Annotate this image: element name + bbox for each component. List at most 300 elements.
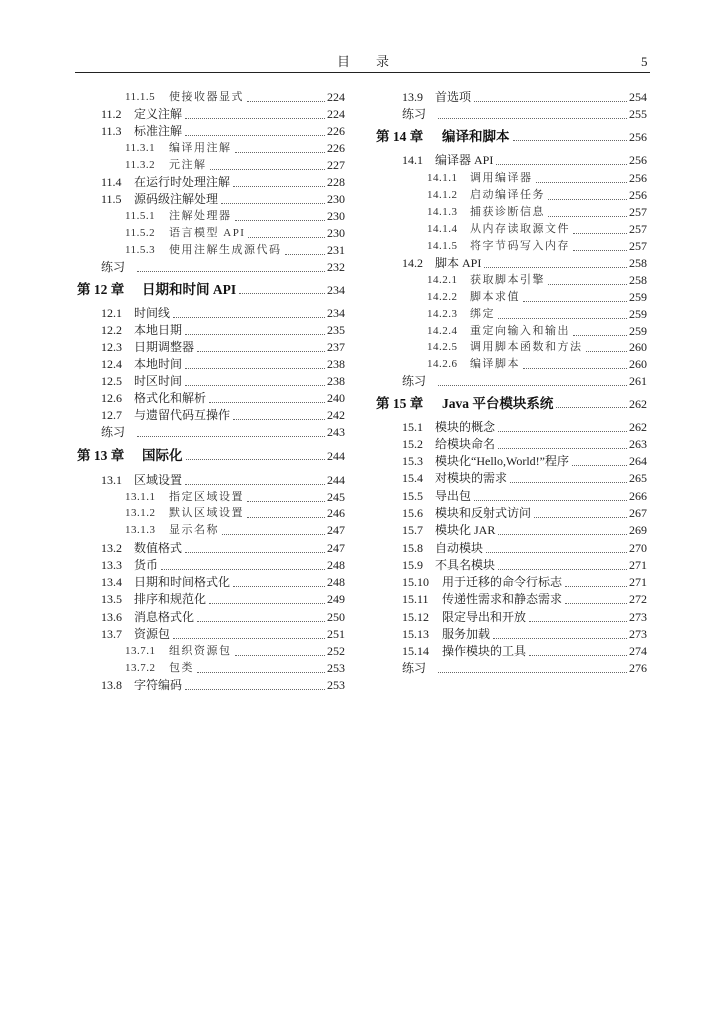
entry-page: 238 (327, 357, 345, 371)
toc-entry (77, 322, 345, 339)
dot-leader (222, 533, 325, 535)
entry-page: 273 (629, 610, 647, 624)
dot-leader (209, 602, 325, 604)
toc-exercises (376, 660, 647, 677)
entry-page: 230 (327, 209, 345, 223)
entry-title: 脚本 API (435, 256, 482, 270)
dot-leader (185, 134, 325, 136)
entry-number: 14.2 (402, 256, 423, 270)
entry-page: 274 (629, 644, 647, 658)
entry-title: 默认区域设置 (169, 507, 244, 519)
entry-title: 操作模块的工具 (442, 644, 527, 658)
entry-page: 224 (327, 90, 345, 104)
entry-title: 服务加载 (442, 627, 491, 641)
entry-number: 13.6 (101, 610, 122, 624)
dot-leader (209, 401, 325, 403)
dot-leader (496, 163, 627, 165)
entry-number: 14.2.4 (427, 325, 458, 337)
dot-leader (185, 483, 325, 485)
entry-page: 251 (327, 627, 345, 641)
entry-number: 11.5.3 (125, 244, 156, 256)
entry-number: 13.7.1 (125, 645, 156, 657)
dot-leader (161, 568, 325, 570)
chapter-number: 第 13 章 (77, 448, 125, 463)
toc-entry (77, 677, 345, 694)
dot-leader (233, 418, 325, 420)
dot-leader (185, 367, 325, 369)
entry-page: 276 (629, 661, 647, 675)
dot-leader (235, 654, 326, 656)
dot-leader (173, 316, 325, 318)
entry-page: 237 (327, 340, 345, 354)
entry-number: 13.4 (101, 575, 122, 589)
entry-page: 244 (327, 473, 345, 487)
entry-title: 首选项 (435, 90, 472, 104)
toc-entry (376, 574, 647, 591)
dot-leader (548, 198, 627, 200)
dot-leader (572, 464, 627, 466)
toc-entry (376, 591, 647, 608)
entry-page: 256 (629, 130, 647, 144)
entry-page: 238 (327, 374, 345, 388)
toc-entry (77, 626, 345, 643)
entry-title: 显示名称 (169, 524, 219, 536)
toc-entry (376, 488, 647, 505)
entry-title: 不具名模块 (435, 558, 496, 572)
entry-number: 15.9 (402, 558, 423, 572)
toc-entry (77, 574, 345, 591)
entry-page: 231 (327, 243, 345, 257)
toc-entry (376, 540, 647, 557)
entry-number: 14.2.3 (427, 308, 458, 320)
dot-leader (498, 533, 627, 535)
toc-entry (77, 540, 345, 557)
entry-page: 250 (327, 610, 345, 624)
dot-leader (221, 202, 325, 204)
entry-title: 定义注解 (134, 107, 183, 121)
chapter-number: 第 12 章 (77, 282, 125, 297)
entry-number: 11.4 (101, 175, 122, 189)
entry-number: 15.1 (402, 420, 423, 434)
dot-leader (285, 253, 326, 255)
entry-title: 用于迁移的命令行标志 (442, 575, 563, 589)
entry-title: 字符编码 (134, 678, 183, 692)
entry-page: 243 (327, 425, 345, 439)
toc-entry (77, 242, 345, 259)
entry-title: 将字节码写入内存 (470, 240, 570, 252)
entry-number: 13.1.2 (125, 507, 156, 519)
entry-title: 标准注解 (134, 124, 183, 138)
toc-entry (77, 174, 345, 191)
dot-leader (173, 637, 325, 639)
dot-leader (185, 384, 325, 386)
entry-number: 14.1.5 (427, 240, 458, 252)
entry-title: 区域设置 (134, 473, 183, 487)
toc-entry (77, 89, 345, 106)
entry-page: 235 (327, 323, 345, 337)
dot-leader (529, 654, 627, 656)
entry-number: 12.2 (101, 323, 122, 337)
entry-title: 给模块命名 (435, 437, 496, 451)
toc-entry (77, 106, 345, 123)
toc-entry (77, 123, 345, 140)
toc-entry (376, 255, 647, 272)
dot-leader (548, 283, 627, 285)
dot-leader (484, 266, 627, 268)
entry-number: 15.10 (402, 575, 429, 589)
toc-entry (77, 191, 345, 208)
toc-entry (376, 221, 647, 238)
entry-number: 13.9 (402, 90, 423, 104)
entry-title: 练习 (101, 260, 126, 274)
dot-leader (510, 481, 627, 483)
entry-number: 12.5 (101, 374, 122, 388)
dot-leader (513, 139, 628, 141)
entry-page: 252 (327, 644, 345, 658)
dot-leader (197, 350, 325, 352)
dot-leader (233, 185, 325, 187)
dot-leader (235, 219, 326, 221)
entry-number: 11.3 (101, 124, 122, 138)
entry-number: 13.1.1 (125, 491, 156, 503)
dot-leader (556, 406, 627, 408)
entry-number: 12.7 (101, 408, 122, 422)
entry-title: 传递性需求和静态需求 (442, 592, 563, 606)
toc-entry (77, 225, 345, 242)
entry-title: 语言模型 API (169, 227, 246, 239)
entry-title: 日期调整器 (134, 340, 195, 354)
entry-page: 254 (629, 90, 647, 104)
entry-page: 270 (629, 541, 647, 555)
entry-number: 13.7 (101, 627, 122, 641)
entry-title: 练习 (101, 425, 126, 439)
entry-number: 15.12 (402, 610, 429, 624)
entry-page: 257 (629, 239, 647, 253)
toc-entry (376, 187, 647, 204)
entry-number: 13.5 (101, 592, 122, 606)
chapter-title: Java 平台模块系统 (442, 396, 554, 411)
entry-title: 注解处理器 (169, 210, 232, 222)
entry-number: 15.3 (402, 454, 423, 468)
toc-entry (376, 453, 647, 470)
entry-page: 227 (327, 158, 345, 172)
entry-page: 247 (327, 541, 345, 555)
dot-leader (137, 270, 325, 272)
entry-title: 时区时间 (134, 374, 183, 388)
toc-entry (376, 306, 647, 323)
dot-leader (247, 516, 325, 518)
entry-number: 15.6 (402, 506, 423, 520)
entry-title: 模块化 JAR (435, 523, 496, 537)
toc-exercises (376, 373, 647, 390)
chapter-number: 第 15 章 (376, 396, 424, 411)
entry-title: 包类 (169, 662, 194, 674)
entry-number: 13.2 (101, 541, 122, 555)
entry-title: 资源包 (134, 627, 171, 641)
dot-leader (474, 100, 627, 102)
entry-page: 246 (327, 506, 345, 520)
entry-title: 重定向输入和输出 (470, 325, 570, 337)
entry-number: 14.2.2 (427, 291, 458, 303)
entry-title: 从内存读取源文件 (470, 223, 570, 235)
entry-page: 259 (629, 307, 647, 321)
toc-entry (77, 591, 345, 608)
entry-number: 13.1 (101, 473, 122, 487)
entry-page: 224 (327, 107, 345, 121)
toc-entry (77, 305, 345, 322)
entry-page: 240 (327, 391, 345, 405)
entry-page: 271 (629, 575, 647, 589)
dot-leader (536, 181, 628, 183)
entry-title: 日期和时间格式化 (134, 575, 231, 589)
dot-leader (248, 236, 325, 238)
entry-title: 启动编译任务 (470, 189, 545, 201)
entry-number: 15.2 (402, 437, 423, 451)
toc-entry (77, 660, 345, 677)
entry-page: 257 (629, 222, 647, 236)
toc-entry (77, 157, 345, 174)
entry-title: 模块和反射式访问 (435, 506, 532, 520)
entry-page: 248 (327, 575, 345, 589)
entry-page: 247 (327, 523, 345, 537)
toc-entry (77, 472, 345, 489)
entry-page: 256 (629, 153, 647, 167)
entry-number: 13.1.3 (125, 524, 156, 536)
dot-leader (498, 430, 627, 432)
entry-number: 15.13 (402, 627, 429, 641)
entry-title: 元注解 (169, 159, 207, 171)
dot-leader (565, 585, 627, 587)
entry-title: 使接收器显式 (169, 91, 244, 103)
entry-title: 在运行时处理注解 (134, 175, 231, 189)
entry-page: 264 (629, 454, 647, 468)
entry-number: 11.5 (101, 192, 122, 206)
entry-title: 模块的概念 (435, 420, 496, 434)
dot-leader (210, 168, 326, 170)
entry-title: 练习 (402, 661, 427, 675)
toc-entry (376, 152, 647, 169)
toc-left-column (77, 0, 345, 1016)
entry-number: 12.1 (101, 306, 122, 320)
entry-page: 230 (327, 192, 345, 206)
toc-entry (376, 505, 647, 522)
dot-leader (529, 620, 627, 622)
toc-entry (376, 609, 647, 626)
entry-title: 自动模块 (435, 541, 484, 555)
dot-leader (247, 500, 325, 502)
toc-entry (77, 489, 345, 506)
entry-number: 15.7 (402, 523, 423, 537)
entry-title: 编译器 API (435, 153, 494, 167)
entry-page: 271 (629, 558, 647, 572)
toc-chapter-heading (77, 446, 345, 466)
toc-entry (77, 522, 345, 539)
toc-entry (376, 643, 647, 660)
entry-page: 259 (629, 324, 647, 338)
page-header-title: 目录 (337, 54, 416, 69)
dot-leader (438, 671, 627, 673)
entry-page: 273 (629, 627, 647, 641)
entry-title: 获取脚本引擎 (470, 274, 545, 286)
toc-entry (376, 339, 647, 356)
toc-entry (376, 289, 647, 306)
chapter-title: 日期和时间 API (142, 282, 237, 297)
entry-number: 11.3.1 (125, 142, 156, 154)
dot-leader (534, 516, 627, 518)
entry-page: 228 (327, 175, 345, 189)
toc-chapter-heading (376, 394, 647, 414)
entry-page: 244 (327, 449, 345, 463)
toc-entry (376, 89, 647, 106)
toc-chapter-heading (77, 280, 345, 300)
entry-title: 时间线 (134, 306, 171, 320)
dot-leader (474, 499, 627, 501)
dot-leader (565, 602, 627, 604)
toc-exercises (77, 424, 345, 441)
dot-leader (197, 671, 325, 673)
entry-title: 对模块的需求 (435, 471, 508, 485)
entry-number: 14.1.4 (427, 223, 458, 235)
toc-entry (77, 390, 345, 407)
dot-leader (185, 688, 325, 690)
entry-page: 260 (629, 340, 647, 354)
entry-title: 绑定 (470, 308, 495, 320)
entry-page: 256 (629, 171, 647, 185)
entry-title: 数值格式 (134, 541, 183, 555)
entry-number: 14.1 (402, 153, 423, 167)
entry-title: 使用注解生成源代码 (169, 244, 282, 256)
entry-page: 259 (629, 290, 647, 304)
entry-page: 272 (629, 592, 647, 606)
dot-leader (523, 300, 627, 302)
toc-entry (376, 204, 647, 221)
toc-entry (376, 238, 647, 255)
entry-page: 257 (629, 205, 647, 219)
entry-title: 导出包 (435, 489, 472, 503)
dot-leader (235, 151, 326, 153)
entry-title: 消息格式化 (134, 610, 195, 624)
entry-title: 本地时间 (134, 357, 183, 371)
dot-leader (573, 334, 627, 336)
entry-number: 14.1.3 (427, 206, 458, 218)
dot-leader (185, 333, 325, 335)
entry-title: 货币 (134, 558, 159, 572)
toc-exercises (376, 106, 647, 123)
entry-number: 11.1.5 (125, 91, 156, 103)
entry-page: 245 (327, 490, 345, 504)
toc-right-column (376, 0, 647, 1016)
entry-title: 调用编译器 (470, 172, 533, 184)
entry-title: 练习 (402, 107, 427, 121)
toc-entry (77, 356, 345, 373)
entry-number: 13.7.2 (125, 662, 156, 674)
dot-leader (498, 317, 627, 319)
entry-number: 15.8 (402, 541, 423, 555)
entry-title: 组织资源包 (169, 645, 232, 657)
dot-leader (573, 232, 627, 234)
entry-page: 234 (327, 306, 345, 320)
toc-entry (376, 522, 647, 539)
entry-title: 捕获诊断信息 (470, 206, 545, 218)
dot-leader (137, 435, 325, 437)
dot-leader (573, 249, 627, 251)
entry-number: 15.5 (402, 489, 423, 503)
toc-entry (376, 356, 647, 373)
entry-page: 258 (629, 273, 647, 287)
entry-page: 253 (327, 661, 345, 675)
dot-leader (247, 100, 325, 102)
entry-title: 与遗留代码互操作 (134, 408, 231, 422)
dot-leader (438, 117, 627, 119)
toc-entry (376, 272, 647, 289)
entry-number: 14.2.5 (427, 341, 458, 353)
entry-title: 源码级注解处理 (134, 192, 219, 206)
entry-page: 255 (629, 107, 647, 121)
entry-number: 12.4 (101, 357, 122, 371)
dot-leader (498, 447, 627, 449)
entry-page: 261 (629, 374, 647, 388)
entry-number: 12.6 (101, 391, 122, 405)
toc-entry (376, 323, 647, 340)
entry-page: 267 (629, 506, 647, 520)
dot-leader (486, 551, 627, 553)
entry-page: 256 (629, 188, 647, 202)
toc-entry (376, 626, 647, 643)
toc-chapter-heading (376, 127, 647, 147)
entry-title: 排序和规范化 (134, 592, 207, 606)
entry-number: 11.5.2 (125, 227, 156, 239)
toc-entry (77, 373, 345, 390)
entry-title: 练习 (402, 374, 427, 388)
chapter-title: 国际化 (142, 448, 183, 463)
entry-title: 指定区域设置 (169, 491, 244, 503)
entry-page: 249 (327, 592, 345, 606)
entry-number: 14.1.2 (427, 189, 458, 201)
entry-page: 226 (327, 124, 345, 138)
entry-number: 11.3.2 (125, 159, 156, 171)
dot-leader (586, 350, 628, 352)
entry-title: 格式化和解析 (134, 391, 207, 405)
dot-leader (239, 292, 325, 294)
dot-leader (197, 620, 325, 622)
entry-page: 232 (327, 260, 345, 274)
entry-number: 15.11 (402, 592, 429, 606)
toc-entry (376, 470, 647, 487)
dot-leader (523, 367, 627, 369)
entry-page: 230 (327, 226, 345, 240)
entry-page: 265 (629, 471, 647, 485)
entry-page: 260 (629, 357, 647, 371)
entry-number: 13.3 (101, 558, 122, 572)
entry-number: 11.2 (101, 107, 122, 121)
toc-entry (77, 208, 345, 225)
entry-number: 15.14 (402, 644, 429, 658)
chapter-number: 第 14 章 (376, 129, 424, 144)
chapter-title: 编译和脚本 (442, 129, 510, 144)
toc-entry (376, 170, 647, 187)
dot-leader (493, 637, 627, 639)
toc-entry (77, 609, 345, 626)
toc-entry (376, 436, 647, 453)
entry-number: 13.8 (101, 678, 122, 692)
entry-page: 263 (629, 437, 647, 451)
entry-page: 248 (327, 558, 345, 572)
entry-number: 14.1.1 (427, 172, 458, 184)
dot-leader (498, 568, 627, 570)
entry-page: 253 (327, 678, 345, 692)
dot-leader (233, 585, 325, 587)
entry-number: 12.3 (101, 340, 122, 354)
